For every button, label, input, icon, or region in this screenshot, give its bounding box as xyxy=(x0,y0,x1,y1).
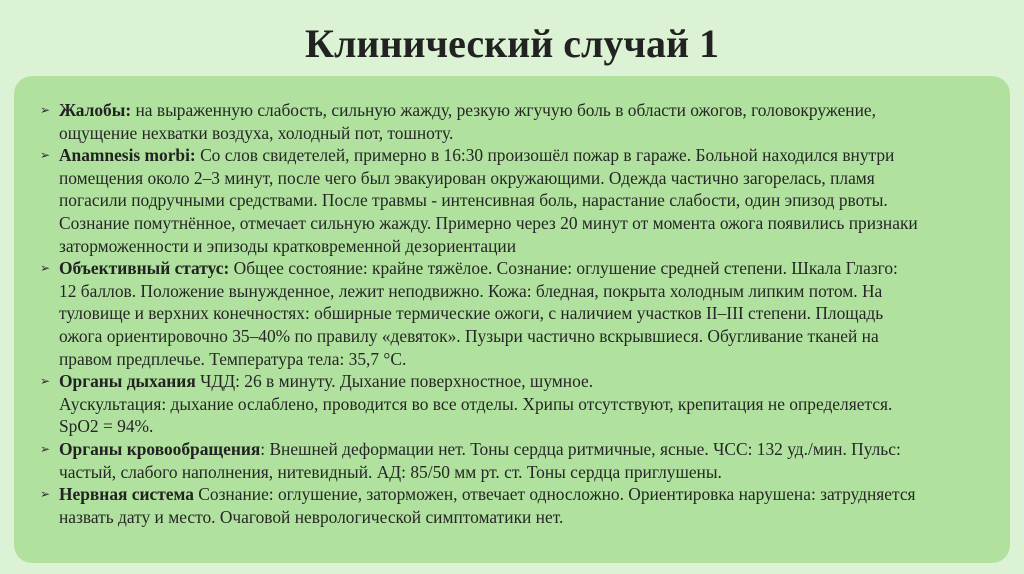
text-line: Аускультация: дыхание ослаблено, проводится во все отделы. Хрипы отсутствуют, крепитация не определяется. xyxy=(59,393,893,414)
text-line: Органы кровообращения: Внешней деформации нет. Тоны сердца ритмичные, ясные. ЧСС: 132 уд./мин. Пульс: xyxy=(59,438,901,459)
arrow-bullet-icon: ➢ xyxy=(40,103,51,117)
text-line: Объективный статус: Общее состояние: крайне тяжёлое. Сознание: оглушение средней степени. Шкала Глазго: xyxy=(59,258,898,279)
slide-title: Клинический случай 1 xyxy=(304,21,720,66)
item-nervous-system xyxy=(40,483,992,528)
text-line: заторможенности и эпизоды кратковременной дезориентации xyxy=(59,235,517,256)
item-label: Органы кровообращения xyxy=(59,438,261,459)
text-line: Anamnesis morbi: Со слов свидетелей, примерно в 16:30 произошёл пожар в гараже. Больной находился внутри xyxy=(59,145,895,166)
text-line: Жалобы: на выраженную слабость, сильную жажду, резкую жгучую боль в области ожогов, головокружение, xyxy=(59,100,876,120)
arrow-bullet-icon: ➢ xyxy=(40,441,51,456)
text-line: туловище и верхних конечностях: обширные термические ожоги, с наличием участков II–III степени. Площадь xyxy=(59,303,884,324)
text-line: ощущение нехватки воздуха, холодный пот, тошноту. xyxy=(59,122,454,143)
text-line: Нервная система Сознание: оглушение, заторможен, отвечает односложно. Ориентировка нарушена: затрудняется xyxy=(59,484,916,505)
text-line: 12 баллов. Положение вынужденное, лежит неподвижно. Кожа: бледная, покрыта холодным липким потом. На xyxy=(59,280,883,301)
text-line: погасили подручными средствами. После травмы - интенсивная боль, нарастание слабости, один эпизод рвоты. xyxy=(59,190,888,211)
item-circulatory xyxy=(40,438,992,483)
arrow-bullet-icon: ➢ xyxy=(40,374,51,389)
arrow-bullet-icon: ➢ xyxy=(40,261,51,276)
item-label: Жалобы: xyxy=(59,100,132,120)
item-label: Нервная система xyxy=(59,484,194,505)
text-line: SpO2 = 94%. xyxy=(59,416,154,437)
arrow-bullet-icon: ➢ xyxy=(40,487,51,502)
item-respiratory xyxy=(40,370,992,438)
item-label: Органы дыхания xyxy=(59,371,196,392)
text-line: частый, слабого наполнения, нитевидный. АД: 85/50 мм рт. ст. Тоны сердца приглушены. xyxy=(59,461,722,482)
text-line: Органы дыхания ЧДД: 26 в минуту. Дыхание поверхностное, шумное. xyxy=(59,371,594,392)
text-line: Сознание помутнённое, отмечает сильную жажду. Примерно через 20 минут от момента ожога появились признаки xyxy=(59,212,918,233)
content-panel xyxy=(14,76,1010,563)
item-label: Anamnesis morbi: xyxy=(59,145,196,166)
item-label: Объективный статус: xyxy=(59,258,230,279)
item-complaints xyxy=(40,99,992,144)
arrow-bullet-icon: ➢ xyxy=(40,148,51,163)
text-line: помещения около 2–3 минут, после чего был эвакуирован окружающими. Одежда частично загорелась, пламя xyxy=(59,167,875,188)
text-line: правом предплечье. Температура тела: 35,7 °C. xyxy=(59,348,407,369)
item-anamnesis xyxy=(40,144,992,257)
text-line: назвать дату и место. Очаговой неврологической симптоматики нет. xyxy=(59,506,564,527)
text-line: ожога ориентировочно 35–40% по правилу «девяток». Пузыри частично вскрывшиеся. Обугливание тканей на xyxy=(59,325,879,346)
item-objective-status xyxy=(40,257,992,370)
